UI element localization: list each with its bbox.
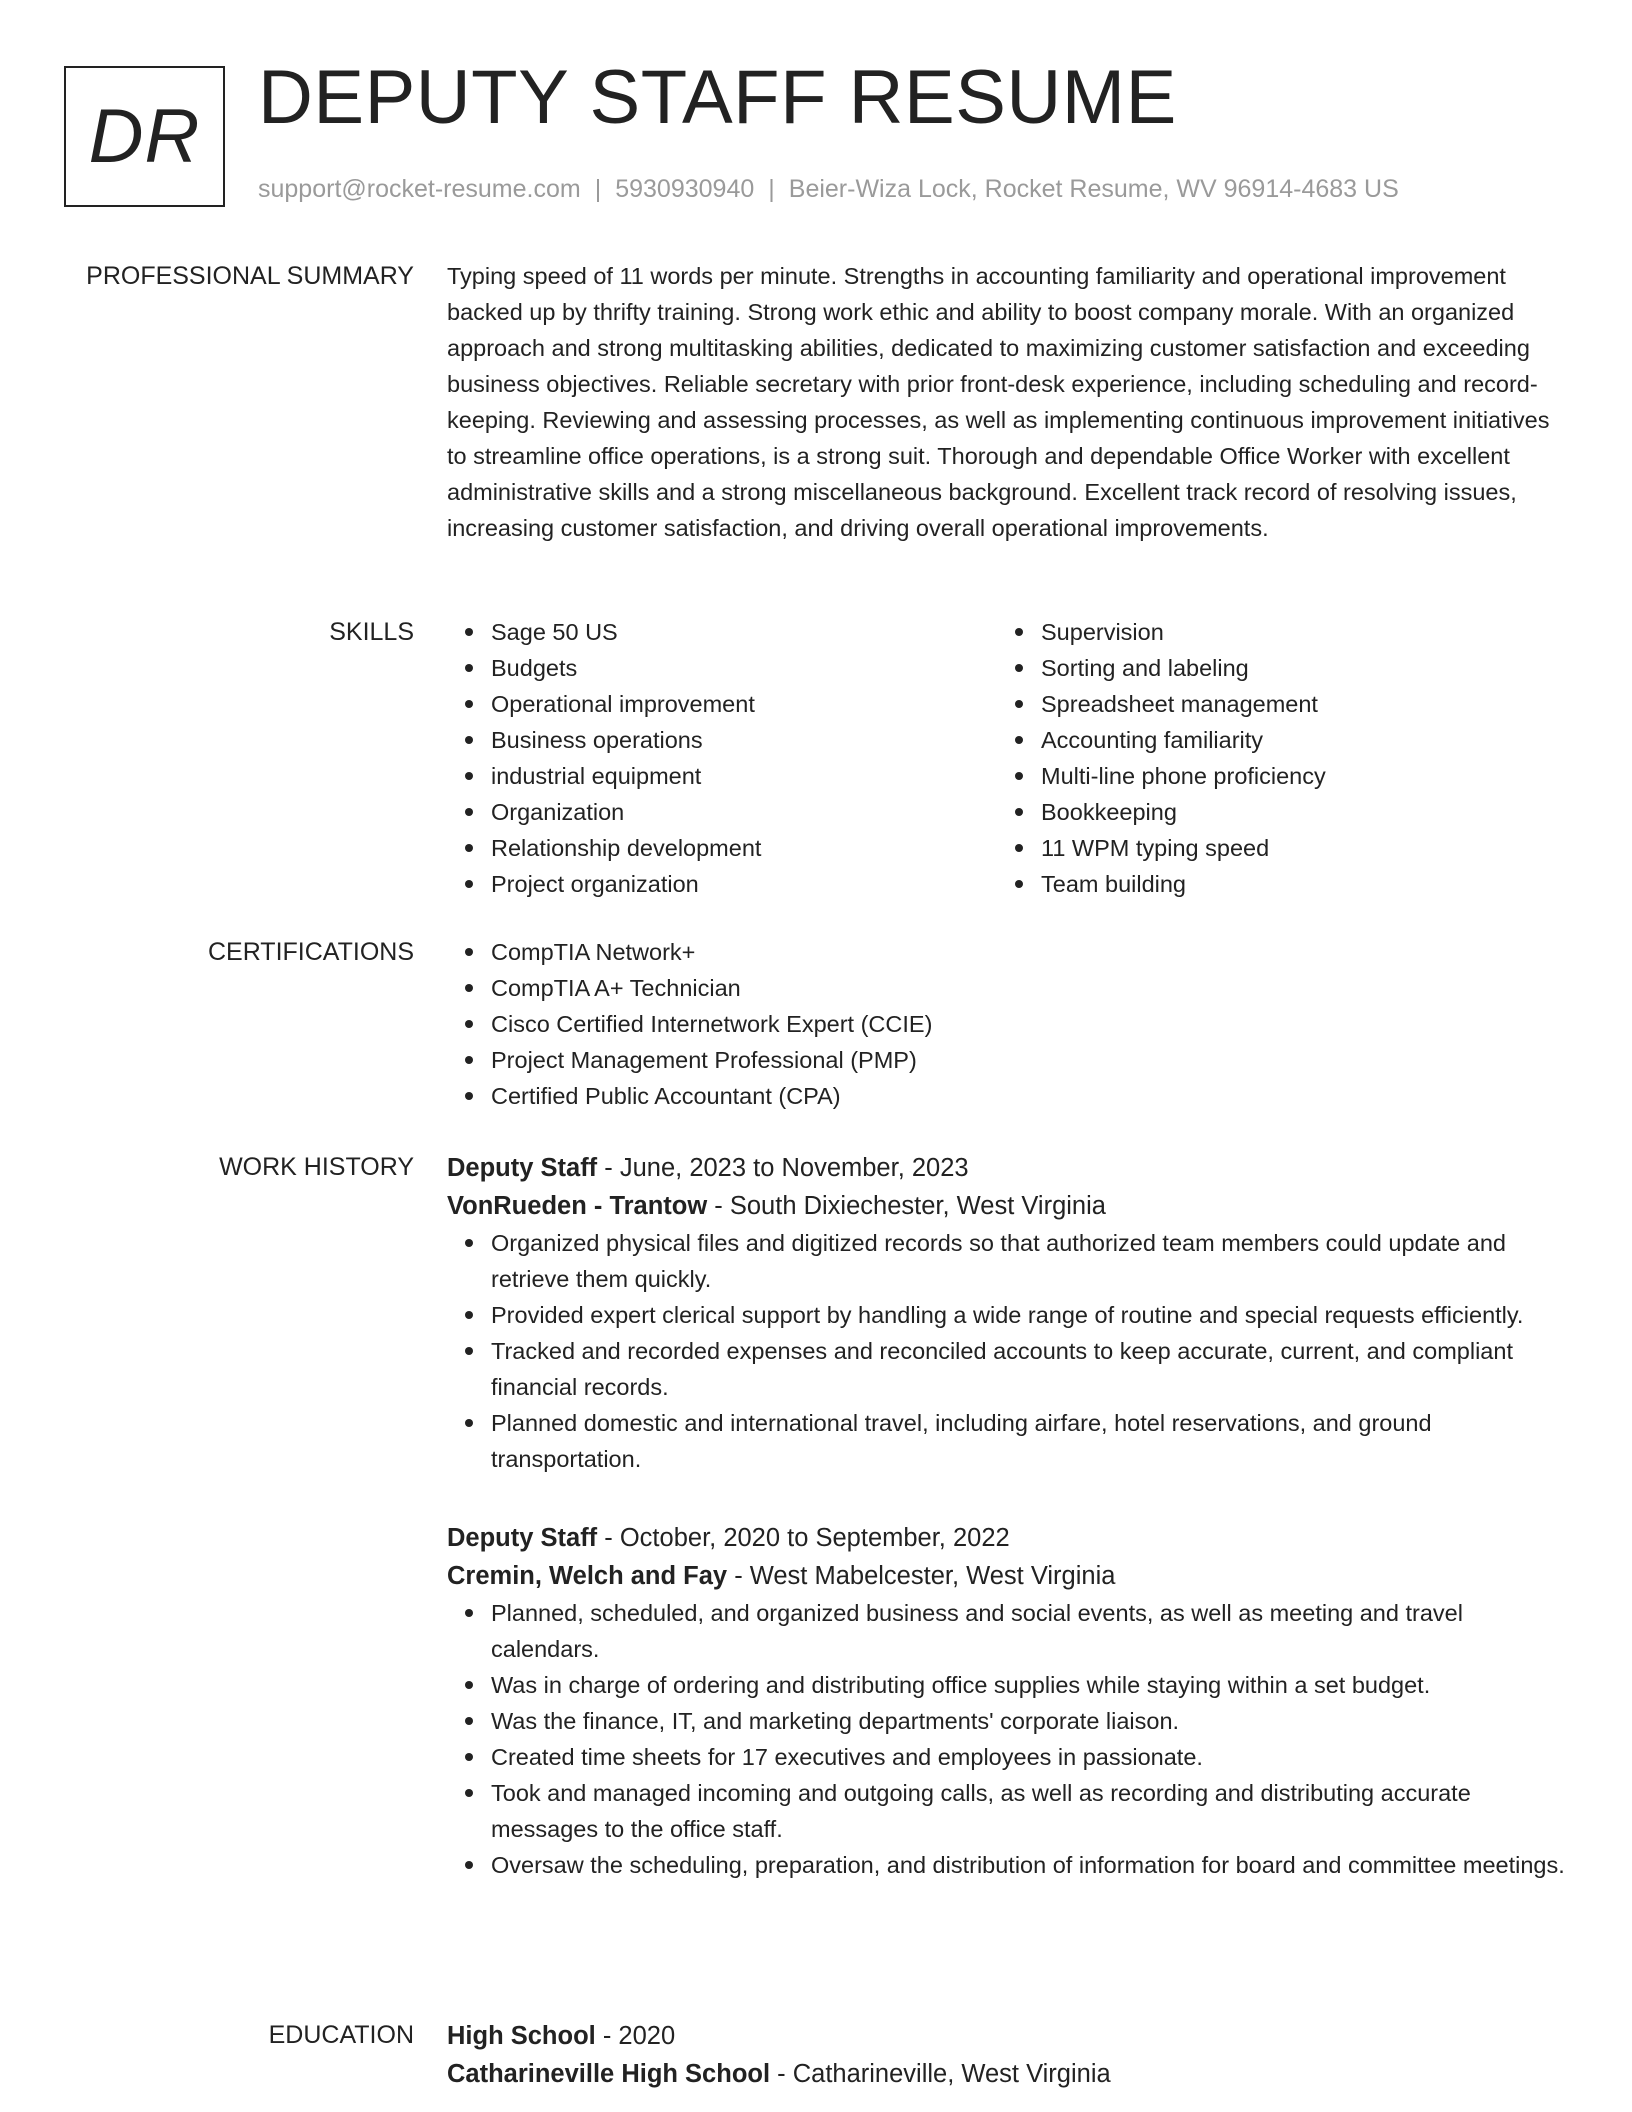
certification-item-text: Project Management Professional (PMP) xyxy=(491,1047,917,1073)
job-title-line xyxy=(447,1519,1567,1557)
bullet-dot-icon xyxy=(465,772,473,780)
bullet-dot-icon xyxy=(465,1239,473,1247)
bullet-dot-icon xyxy=(465,1753,473,1761)
certification-item-text: Certified Public Accountant (CPA) xyxy=(491,1083,841,1109)
bullet-dot-icon xyxy=(465,1789,473,1797)
job-duty-item xyxy=(447,1225,1567,1297)
job-entry xyxy=(447,1519,1567,1883)
certification-item-text: CompTIA Network+ xyxy=(491,939,696,965)
job-duty-item-text: Tracked and recorded expenses and reconciled accounts to keep accurate, current, and compliant financial records. xyxy=(491,1338,1513,1400)
bullet-dot-icon xyxy=(465,1419,473,1427)
contact-phone[interactable]: 5930930940 xyxy=(615,175,755,203)
job-dates: - June, 2023 to November, 2023 xyxy=(597,1154,969,1182)
certification-item xyxy=(447,1042,1567,1078)
bullet-dot-icon xyxy=(465,664,473,672)
bullet-dot-icon xyxy=(465,1056,473,1064)
bullet-dot-icon xyxy=(465,1311,473,1319)
job-company: VonRueden - Trantow xyxy=(447,1192,708,1220)
skill-item-text: Organization xyxy=(491,799,625,825)
education-body xyxy=(447,2017,1567,2093)
job-company: Cremin, Welch and Fay xyxy=(447,1562,728,1590)
contact-separator: | xyxy=(768,175,775,203)
job-duty-item-text: Provided expert clerical support by handling a wide range of routine and special requests efficiently. xyxy=(491,1302,1524,1328)
job-duty-item-text: Was in charge of ordering and distributing office supplies while staying within a set budget. xyxy=(491,1672,1431,1698)
skill-item-text: Business operations xyxy=(491,727,703,753)
bullet-dot-icon xyxy=(465,700,473,708)
skill-item-text: Bookkeeping xyxy=(1041,799,1177,825)
skill-item xyxy=(997,614,1547,650)
skill-item xyxy=(997,686,1547,722)
job-duty-item-text: Created time sheets for 17 executives and employees in passionate. xyxy=(491,1744,1203,1770)
skill-item-text: Project organization xyxy=(491,871,699,897)
job-duty-item xyxy=(447,1739,1567,1775)
bullet-dot-icon xyxy=(465,1020,473,1028)
job-title: Deputy Staff xyxy=(447,1524,598,1552)
skill-item-text: Sage 50 US xyxy=(491,619,618,645)
skill-item xyxy=(997,794,1547,830)
bullet-dot-icon xyxy=(1015,880,1023,888)
skill-item-text: 11 WPM typing speed xyxy=(1041,835,1270,861)
bullet-dot-icon xyxy=(465,628,473,636)
education-school: Catharineville High School xyxy=(447,2060,771,2088)
job-duty-item xyxy=(447,1333,1567,1405)
bullet-dot-icon xyxy=(465,1609,473,1617)
education-location: - Catharineville, West Virginia xyxy=(770,2060,1111,2088)
bullet-dot-icon xyxy=(465,1347,473,1355)
job-duty-item-text: Oversaw the scheduling, preparation, and distribution of information for board and committee meetings. xyxy=(491,1852,1565,1878)
skill-item-text: Team building xyxy=(1041,871,1187,897)
job-duty-item-text: Took and managed incoming and outgoing calls, as well as recording and distributing accurate messages to the office staff. xyxy=(491,1780,1471,1842)
skill-item-text: Relationship development xyxy=(491,835,762,861)
skill-item-text: Sorting and labeling xyxy=(1041,655,1249,681)
skill-item xyxy=(997,722,1547,758)
certification-item xyxy=(447,1078,1567,1114)
bullet-dot-icon xyxy=(1015,772,1023,780)
contact-address: Beier-Wiza Lock, Rocket Resume, WV 96914-4683 US xyxy=(788,175,1399,203)
skill-item xyxy=(447,722,997,758)
job-duty-item xyxy=(447,1405,1567,1477)
bullet-dot-icon xyxy=(1015,664,1023,672)
job-duty-item xyxy=(447,1847,1567,1883)
skill-item xyxy=(447,650,997,686)
job-dates: - October, 2020 to September, 2022 xyxy=(597,1524,1010,1552)
skill-item xyxy=(997,830,1547,866)
bullet-dot-icon xyxy=(1015,844,1023,852)
skills-list-right xyxy=(997,614,1547,902)
job-entry xyxy=(447,1149,1567,1477)
job-title-line xyxy=(447,1149,1567,1187)
skills-body xyxy=(447,614,1567,902)
job-duty-item xyxy=(447,1775,1567,1847)
education-degree: High School xyxy=(447,2022,596,2050)
job-duty-item-text: Planned domestic and international travel, including airfare, hotel reservations, and ground transportation. xyxy=(491,1410,1432,1472)
job-company-line xyxy=(447,1557,1567,1595)
skill-item-text: Operational improvement xyxy=(491,691,755,717)
skill-item xyxy=(447,686,997,722)
skill-item xyxy=(997,758,1547,794)
skills-label: SKILLS xyxy=(329,618,414,646)
skill-item-text: Budgets xyxy=(491,655,578,681)
bullet-dot-icon xyxy=(465,808,473,816)
education-label: EDUCATION xyxy=(268,2021,414,2049)
education-school-line xyxy=(447,2055,1567,2093)
job-duty-item xyxy=(447,1595,1567,1667)
job-duty-item xyxy=(447,1703,1567,1739)
monogram-logo: DR xyxy=(64,66,225,207)
job-duties-list xyxy=(447,1595,1567,1883)
bullet-dot-icon xyxy=(465,736,473,744)
certification-item xyxy=(447,934,1567,970)
skill-item xyxy=(997,866,1547,902)
bullet-dot-icon xyxy=(465,880,473,888)
bullet-dot-icon xyxy=(465,1092,473,1100)
certification-item-text: CompTIA A+ Technician xyxy=(491,975,741,1001)
skill-item xyxy=(447,614,997,650)
bullet-dot-icon xyxy=(465,1717,473,1725)
summary-text: Typing speed of 11 words per minute. Strengths in accounting familiarity and operational improvement backed up by thrifty training. Strong work ethic and ability to boost company morale. With an organized approach and strong multitasking abilities, dedicated to maximizing customer satisfaction and exceeding business objectives. Reliable secretary with prior front-desk experience, including scheduling and record-keeping. Reviewing and assessing processes, as well as implementing continuous improvement initiatives to streamline office operations, is a strong suit. Thorough and dependable Office Worker with excellent administrative skills and a strong miscellaneous background. Excellent track record of resolving issues, increasing customer satisfaction, and driving overall operational improvements. xyxy=(447,263,1550,541)
job-title: Deputy Staff xyxy=(447,1154,598,1182)
job-location: - South Dixiechester, West Virginia xyxy=(707,1192,1106,1220)
skill-item-text: Spreadsheet management xyxy=(1041,691,1318,717)
job-duty-item xyxy=(447,1297,1567,1333)
skill-item-text: industrial equipment xyxy=(491,763,702,789)
skill-item xyxy=(447,758,997,794)
bullet-dot-icon xyxy=(465,984,473,992)
bullet-dot-icon xyxy=(465,948,473,956)
education-year: - 2020 xyxy=(595,2022,676,2050)
skill-item xyxy=(447,866,997,902)
skills-list-left xyxy=(447,614,997,902)
summary-label: PROFESSIONAL SUMMARY xyxy=(86,262,414,290)
job-location: - West Mabelcester, West Virginia xyxy=(727,1562,1116,1590)
skill-item-text: Multi-line phone proficiency xyxy=(1041,763,1326,789)
bullet-dot-icon xyxy=(1015,628,1023,636)
contact-email[interactable]: support@rocket-resume.com xyxy=(258,175,581,203)
skill-item xyxy=(447,794,997,830)
certifications-list xyxy=(447,934,1567,1114)
contact-line xyxy=(258,175,1399,204)
job-duty-item-text: Organized physical files and digitized records so that authorized team members could update and retrieve them quickly. xyxy=(491,1230,1506,1292)
contact-separator: | xyxy=(594,175,602,203)
bullet-dot-icon xyxy=(465,1861,473,1869)
certification-item-text: Cisco Certified Internetwork Expert (CCIE) xyxy=(491,1011,933,1037)
work-label: WORK HISTORY xyxy=(219,1153,414,1181)
work-body xyxy=(447,1149,1567,1925)
resume-title: DEPUTY STAFF RESUME xyxy=(258,55,1177,140)
bullet-dot-icon xyxy=(1015,736,1023,744)
certification-item xyxy=(447,970,1567,1006)
certification-item xyxy=(447,1006,1567,1042)
bullet-dot-icon xyxy=(1015,700,1023,708)
certifications-body xyxy=(447,934,1567,1114)
skill-item-text: Accounting familiarity xyxy=(1041,727,1264,753)
certifications-label: CERTIFICATIONS xyxy=(207,938,414,966)
skill-item-text: Supervision xyxy=(1041,619,1164,645)
job-duty-item xyxy=(447,1667,1567,1703)
bullet-dot-icon xyxy=(465,844,473,852)
job-duty-item-text: Was the finance, IT, and marketing departments' corporate liaison. xyxy=(491,1708,1180,1734)
bullet-dot-icon xyxy=(1015,808,1023,816)
education-degree-line xyxy=(447,2017,1567,2055)
skill-item xyxy=(997,650,1547,686)
job-company-line xyxy=(447,1187,1567,1225)
job-duties-list xyxy=(447,1225,1567,1477)
skill-item xyxy=(447,830,997,866)
summary-body xyxy=(447,258,1567,546)
bullet-dot-icon xyxy=(465,1681,473,1689)
job-duty-item-text: Planned, scheduled, and organized business and social events, as well as meeting and travel calendars. xyxy=(491,1600,1463,1662)
